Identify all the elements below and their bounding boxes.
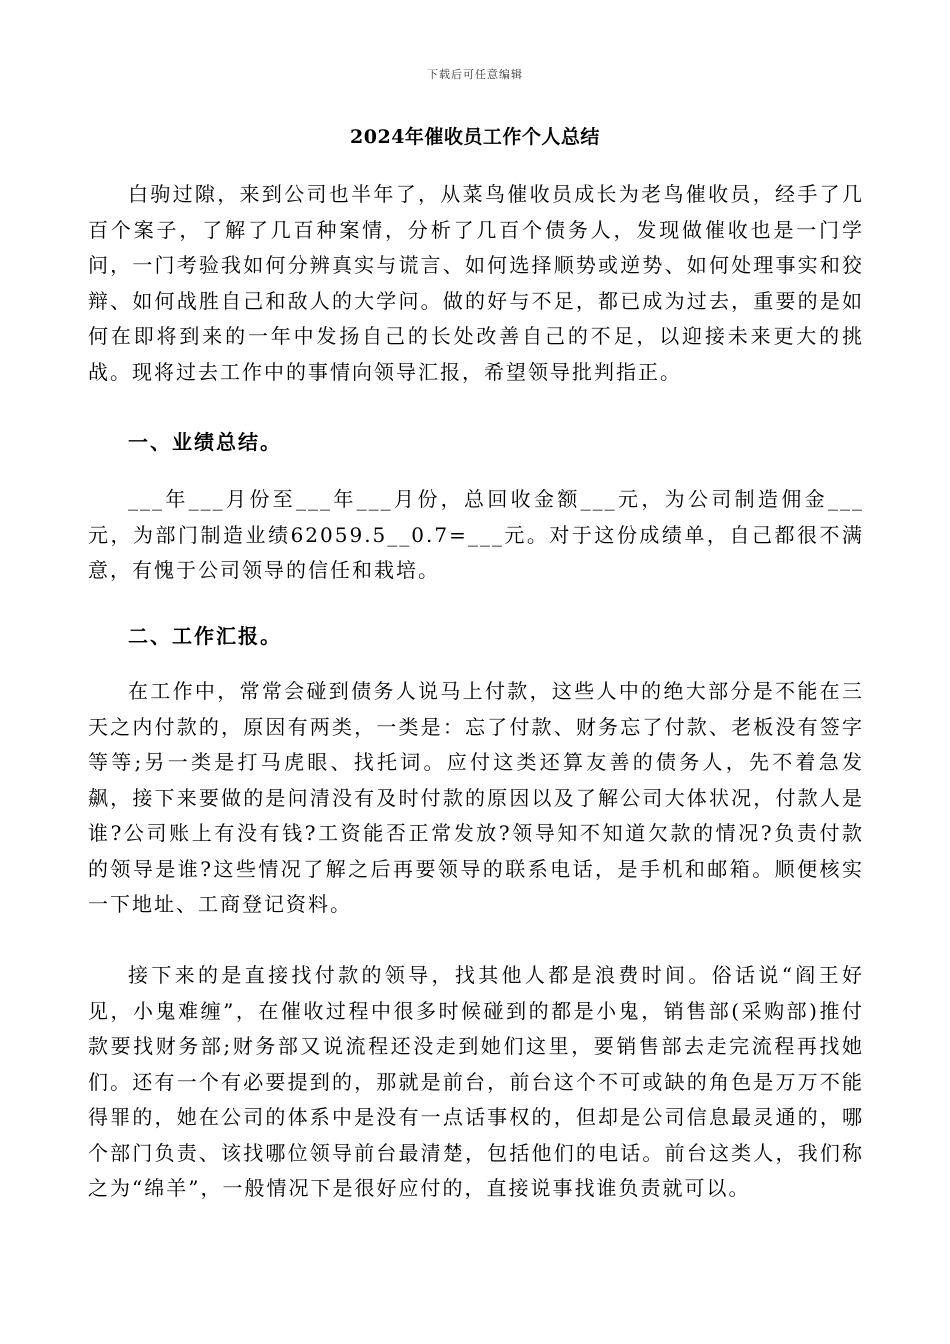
paragraph-work-report-2: 接下来的是直接找付款的领导，找其他人都是浪费时间。俗话说“阎王好见，小鬼难缠”，在催收过程中很多时候碰到的都是小鬼，销售部(采购部)推付款要找财务部;财务部又说流程还没走到她们这里，要销售部去走完流程再找她们。还有一个有必要提到的，那就是前台，前台这个不可或缺的角色是万万不能得罪的，她在公司的体系中是没有一点话事权的，但却是公司信息最灵通的，哪个部门负责、该找哪位领导前台最清楚，包括他们的电话。前台这类人，我们称之为“绵羊”，一般情况下是很好应付的，直接说事找谁负责就可以。 <box>88 963 864 1200</box>
section-heading-performance: 一、业绩总结。 <box>128 430 282 454</box>
section-heading-work-report: 二、工作汇报。 <box>128 624 282 648</box>
paragraph-performance: ___年___月份至___年___月份，总回收金额___元，为公司制造佣金___元，为部门制造业绩62059.5__0.7=___元。对于这份成绩单，自己都很不满意，有愧于公司领导的信任和栽培。 <box>88 487 864 582</box>
header-note: 下载后可任意编辑 <box>427 68 523 81</box>
paragraph-work-report-1: 在工作中，常常会碰到债务人说马上付款，这些人中的绝大部分是不能在三天之内付款的，原因有两类，一类是：忘了付款、财务忘了付款、老板没有签字等等;另一类是打马虎眼、找托词。应付这类还算友善的债务人，先不着急发飙，接下来要做的是问清没有及时付款的原因以及了解公司大体状况，付款人是谁?公司账上有没有钱?工资能否正常发放?领导知不知道欠款的情况?负责付款的领导是谁?这些情况了解之后再要领导的联系电话，是手机和邮箱。顺便核实一下地址、工商登记资料。 <box>88 679 864 916</box>
document-title: 2024年催收员工作个人总结 <box>350 126 600 148</box>
paragraph-intro: 白驹过隙，来到公司也半年了，从菜鸟催收员成长为老鸟催收员，经手了几百个案子，了解了几百种案情，分析了几百个债务人，发现做催收也是一门学问，一门考验我如何分辨真实与谎言、如何选择顺势或逆势、如何处理事实和狡辩、如何战胜自己和敌人的大学问。做的好与不足，都已成为过去，重要的是如何在即将到来的一年中发扬自己的长处改善自己的不足，以迎接未来更大的挑战。现将过去工作中的事情向领导汇报，希望领导批判指正。 <box>88 182 864 384</box>
